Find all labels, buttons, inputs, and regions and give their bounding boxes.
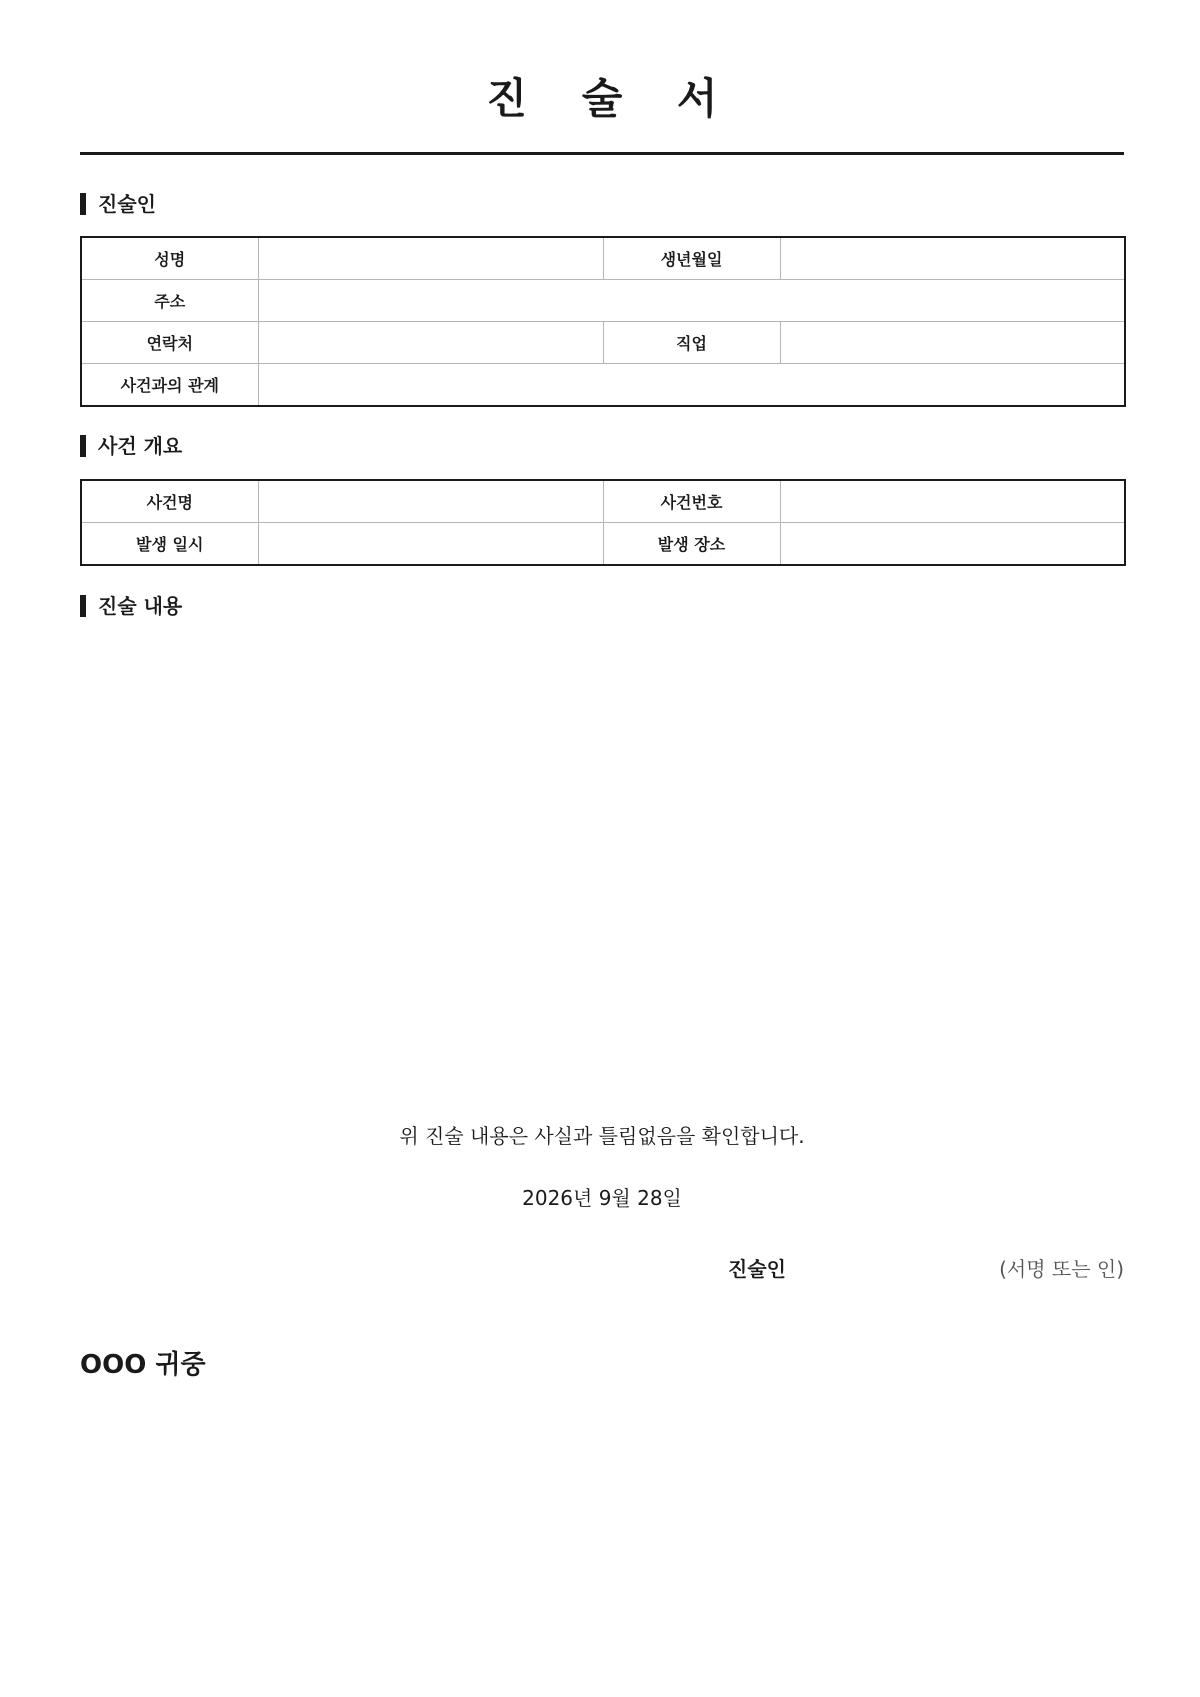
- occupation-label: 직업: [603, 322, 780, 364]
- datetime-field[interactable]: [258, 523, 603, 566]
- table-row: [81, 364, 1125, 407]
- declarant-table: [80, 236, 1126, 407]
- address-field[interactable]: [258, 280, 1125, 322]
- declarant-section-heading: [80, 190, 156, 218]
- section-marker-bar: [80, 193, 86, 215]
- case-section-heading: [80, 432, 182, 460]
- case-name-field[interactable]: [258, 480, 603, 523]
- table-row: [81, 322, 1125, 364]
- case-heading-text: 사건 개요: [98, 434, 183, 458]
- statement-date: 2026년 9월 28일: [522, 1186, 682, 1210]
- name-field[interactable]: [258, 237, 603, 280]
- case-number-field[interactable]: [780, 480, 1125, 523]
- contact-field[interactable]: [258, 322, 603, 364]
- document-page: [80, 0, 1124, 1697]
- place-field[interactable]: [780, 523, 1125, 566]
- section-marker-bar: [80, 435, 86, 457]
- confirmation-text: 위 진술 내용은 사실과 틀림없음을 확인합니다.: [399, 1124, 805, 1148]
- address-label: 주소: [81, 280, 258, 322]
- table-row: [81, 280, 1125, 322]
- contact-label: 연락처: [81, 322, 258, 364]
- case-number-label: 사건번호: [603, 480, 780, 523]
- signer-label: 진술인: [728, 1257, 786, 1281]
- place-label: 발생 장소: [603, 523, 780, 566]
- case-table: [80, 479, 1126, 566]
- relation-label: 사건과의 관계: [81, 364, 258, 407]
- occupation-field[interactable]: [780, 322, 1125, 364]
- birthdate-label: 생년월일: [603, 237, 780, 280]
- recipient-line: OOO 귀중: [80, 1350, 206, 1380]
- table-row: [81, 523, 1125, 566]
- title-divider: [80, 152, 1124, 155]
- datetime-label: 발생 일시: [81, 523, 258, 566]
- declarant-heading-text: 진술인: [98, 192, 156, 216]
- statement-body-area[interactable]: [80, 625, 1124, 1105]
- name-label: 성명: [81, 237, 258, 280]
- section-marker-bar: [80, 595, 86, 617]
- case-name-label: 사건명: [81, 480, 258, 523]
- signature-hint[interactable]: (서명 또는 인): [999, 1257, 1124, 1281]
- relation-field[interactable]: [258, 364, 1125, 407]
- statement-heading-text: 진술 내용: [98, 594, 183, 618]
- birthdate-field[interactable]: [780, 237, 1125, 280]
- table-row: [81, 237, 1125, 280]
- document-title: 진 술 서: [486, 74, 738, 123]
- statement-section-heading: [80, 592, 182, 620]
- table-row: [81, 480, 1125, 523]
